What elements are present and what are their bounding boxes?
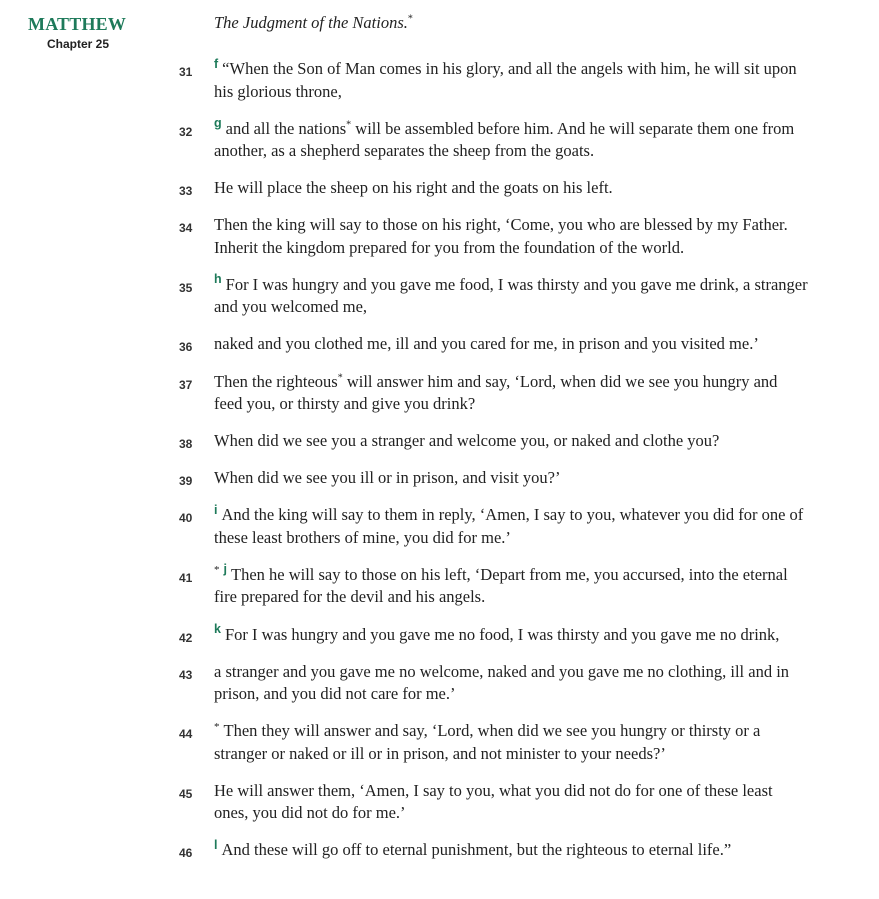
verse-text: naked and you clothed me, ill and you cared for me, in prison and you visited me.’	[214, 334, 759, 354]
verse-number: 32	[179, 124, 193, 139]
verse-text: and all the nations	[225, 118, 347, 138]
footnote-marker[interactable]: *	[337, 372, 343, 384]
verse-number: 37	[179, 377, 193, 392]
verse-number: 46	[179, 846, 193, 861]
verse-text: When did we see you a stranger and welcome you, or naked and clothe you?	[214, 431, 720, 451]
verse-number: 35	[179, 280, 193, 295]
verse-text: When did we see you ill or in prison, and visit you?’	[214, 468, 561, 488]
verse-text-continued: will be assembled before him. And he will separate them one from another, as a shepherd separates the sheep from the goats.	[214, 118, 795, 161]
verse-43	[0, 661, 879, 706]
book-title: MATTHEW	[28, 14, 127, 34]
chapter-label: Chapter 25	[47, 37, 110, 51]
verse-number: 31	[179, 65, 193, 79]
verse-number: 33	[179, 184, 193, 199]
verse-text: Then he will say to those on his left, ‘Depart from me, you accursed, into the eternal fire prepared for the devil and his angels.	[214, 564, 788, 607]
cross-reference-link[interactable]: f	[214, 56, 219, 71]
verse-number: 38	[179, 437, 193, 452]
verse-text: He will place the sheep on his right and the goats on his left.	[214, 178, 613, 198]
cross-reference-link[interactable]: h	[214, 272, 222, 287]
verse-40	[0, 504, 879, 549]
footnote-marker[interactable]: *	[346, 119, 352, 131]
verse-number: 36	[179, 340, 193, 355]
verse-text: For I was hungry and you gave me food, I was thirsty and you gave me drink, a stranger and you welcomed me,	[214, 274, 808, 317]
verse-text: He will answer them, ‘Amen, I say to you, what you did not do for one of these least ones, you did not do for me.’	[214, 780, 773, 823]
verse-32	[0, 118, 879, 163]
footnote-marker[interactable]: *	[214, 564, 220, 577]
verse-38	[0, 430, 879, 453]
verse-number: 40	[179, 511, 193, 526]
verse-number: 43	[179, 667, 193, 682]
verse-39	[0, 467, 879, 490]
verse-text: And the king will say to them in reply, ‘Amen, I say to you, whatever you did for one of these least brothers of mine, you did for me.’	[214, 505, 804, 547]
verse-number: 41	[179, 570, 193, 585]
verse-text: And these will go off to eternal punishment, but the righteous to eternal life.”	[221, 840, 732, 860]
verse-number: 42	[179, 630, 193, 645]
verse-text: a stranger and you gave me no welcome, naked and you gave me no clothing, ill and in prison, and you did not care for me.’	[214, 661, 790, 704]
section-heading	[214, 12, 413, 34]
verse-33	[0, 177, 879, 200]
verse-42	[0, 624, 879, 647]
verse-list	[0, 58, 879, 877]
cross-reference-link[interactable]: g	[214, 116, 222, 131]
verse-44	[0, 720, 879, 765]
verse-number: 45	[179, 786, 193, 801]
cross-reference-link[interactable]: l	[214, 837, 218, 852]
verse-45	[0, 780, 879, 825]
footnote-marker[interactable]: *	[407, 13, 413, 25]
verse-text: Then they will answer and say, ‘Lord, when did we see you hungry or thirsty or a stranger or naked or ill or in prison, and not minister to your needs?’	[214, 721, 761, 763]
verse-46	[0, 839, 879, 862]
verse-35	[0, 274, 879, 319]
verse-text: Then the king will say to those on his right, ‘Come, you who are blessed by my Father. Inherit the kingdom prepared for you from the foundation of the world.	[214, 215, 788, 257]
verse-text: Then the righteous	[214, 371, 338, 391]
verse-41	[0, 564, 879, 609]
verse-text: “When the Son of Man comes in his glory, and all the angels with him, he will sit upon his glorious throne,	[214, 59, 797, 101]
footnote-marker[interactable]: *	[214, 720, 220, 733]
verse-number: 39	[179, 474, 193, 489]
book-header	[28, 13, 138, 51]
cross-reference-link[interactable]: j	[223, 562, 227, 577]
verse-34	[0, 214, 879, 259]
verse-36	[0, 333, 879, 356]
verse-text: For I was hungry and you gave me no food, I was thirsty and you gave me no drink,	[224, 624, 780, 644]
verse-number: 44	[179, 727, 193, 742]
cross-reference-link[interactable]: i	[214, 502, 218, 517]
section-heading-text: The Judgment of the Nations.	[214, 13, 408, 32]
verse-31	[0, 58, 879, 103]
cross-reference-link[interactable]: k	[214, 622, 221, 637]
verse-number: 34	[179, 221, 193, 236]
verse-text-continued: will answer him and say, ‘Lord, when did we see you hungry and feed you, or thirsty and give you drink?	[214, 371, 778, 414]
verse-37	[0, 371, 879, 416]
